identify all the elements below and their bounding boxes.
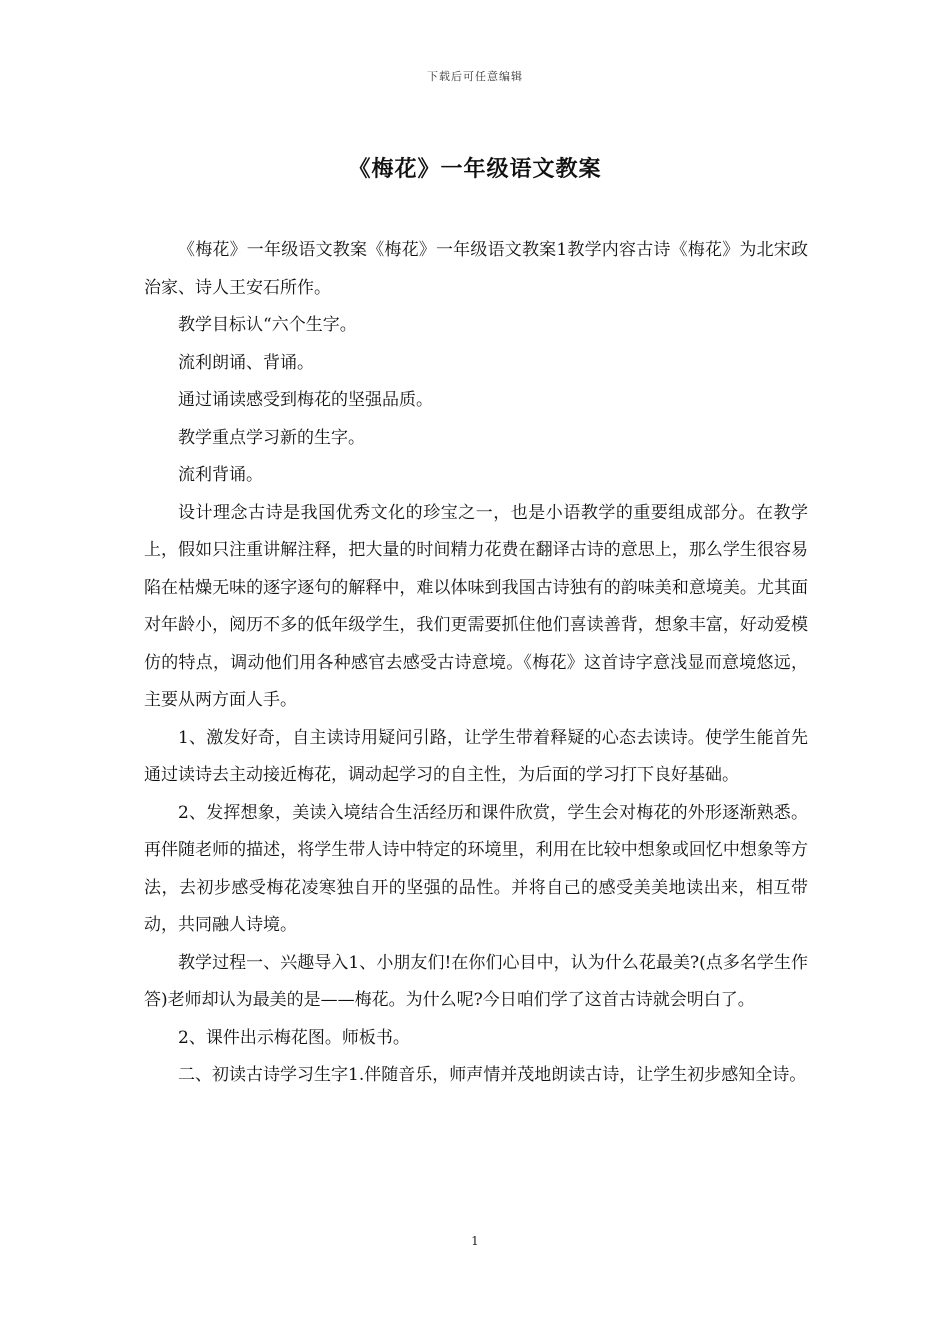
paragraph-quality: 通过诵读感受到梅花的坚强品质。 [178, 390, 433, 410]
header-note: 下载后可任意编辑 [427, 70, 523, 83]
paragraph-intro: 《梅花》一年级语文教案《梅花》一年级语文教案1教学内容古诗《梅花》为北宋政治家、诗人王安石所作。 [144, 240, 808, 298]
paragraph-first-reading: 二、初读古诗学习生字1.伴随音乐，师声情并茂地朗读古诗，让学生初步感知全诗。 [178, 1065, 807, 1085]
document-body [144, 232, 808, 1095]
paragraph-fluent-recite: 流利背诵。 [178, 465, 263, 485]
paragraph-process-intro: 教学过程一、兴趣导入1、小朋友们!在你们心目中，认为什么花最美?(点多名学生作答)老师却认为最美的是——梅花。为什么呢?今日咱们学了这首古诗就会明白了。 [144, 952, 808, 1010]
paragraph-design-concept: 设计理念古诗是我国优秀文化的珍宝之一，也是小语教学的重要组成部分。在教学上，假如只注重讲解注释，把大量的时间精力花费在翻译古诗的意思上，那么学生很容易陷在枯燥无味的逐字逐句的解释中，难以体味到我国古诗独有的韵味美和意境美。尤其面对年龄小，阅历不多的低年级学生，我们更需要抓住他们喜读善背，想象丰富，好动爱模仿的特点，调动他们用各种感官去感受古诗意境。《梅花》这首诗字意浅显而意境悠远，主要从两方面人手。 [144, 502, 808, 710]
paragraph-imagination: 2、发挥想象，美读入境结合生活经历和课件欣赏，学生会对梅花的外形逐渐熟悉。再伴随老师的描述，将学生带人诗中特定的环境里，利用在比较中想象或回忆中想象等方法，去初步感受梅花凌寒独自开的坚强的品性。并将自己的感受美美地读出来，相互带动，共同融人诗境。 [144, 802, 808, 935]
paragraph-curiosity: 1、激发好奇，自主读诗用疑问引路，让学生带着释疑的心态去读诗。使学生能首先通过读诗去主动接近梅花，调动起学习的自主性，为后面的学习打下良好基础。 [144, 727, 808, 785]
page-number: 1 [471, 1234, 479, 1248]
paragraph-objective: 教学目标认“六个生字。 [178, 315, 357, 335]
document-title: 《梅花》一年级语文教案 [348, 156, 602, 182]
paragraph-recite: 流利朗诵、背诵。 [178, 352, 314, 373]
paragraph-key-point: 教学重点学习新的生字。 [178, 427, 365, 448]
paragraph-courseware: 2、课件出示梅花图。师板书。 [178, 1027, 410, 1048]
